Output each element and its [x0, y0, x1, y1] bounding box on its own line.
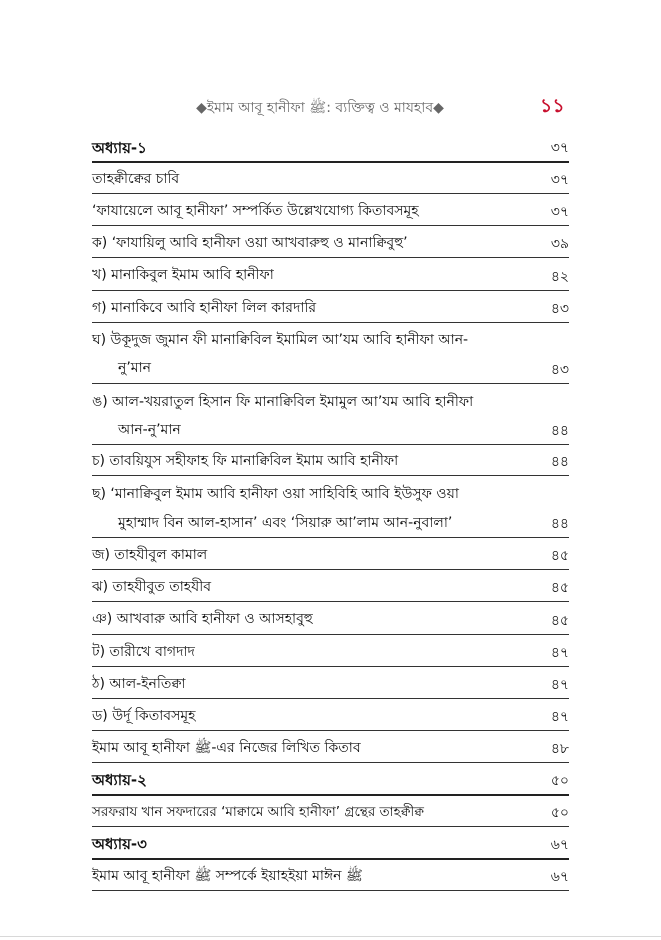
toc-entry-page: ৪৫: [550, 548, 569, 564]
toc-entry: [92, 476, 569, 538]
toc-entry-page: ৪৩: [550, 301, 569, 317]
page-number: ১১: [540, 95, 565, 117]
toc-entry-page: ৩৭: [550, 204, 569, 220]
toc-entry-text: ছ) ‘মানাক্বিবুল ইমাম আবি হানীফা ওয়া সাহিবিহি আবি ইউসুফ ওয়া: [92, 486, 459, 502]
toc-entry-text: জ) তাহযীবুল কামাল: [92, 547, 208, 563]
toc-entry: [92, 226, 569, 258]
toc-entry-text: খ) মানাকিবুল ইমাম আবি হানীফা: [92, 267, 274, 283]
toc-entry: [92, 796, 569, 827]
toc-entry-text: ইমাম আবূ হানীফা ﷺ-এর নিজের লিখিত কিতাব: [92, 740, 361, 756]
toc-entry-text: চ) তাবয়িযুস সহীফাহ ফি মানাক্বিবিল ইমাম আবি হানীফা: [92, 453, 399, 469]
toc-entry-text: ঙ) আল-খয়রাতুল হিসান ফি মানাক্বিবিল ইমামুল আ’যম আবি হানীফা: [92, 394, 474, 410]
toc-chapter-heading: [92, 763, 569, 796]
toc-entry: [92, 323, 569, 384]
toc-entry: [92, 163, 569, 194]
toc-entry-text-continued: মুহাম্মাদ বিন আল-হাসান’ এবং ‘সিয়ারু আ’লাম আন-নুবালা’: [118, 515, 453, 531]
toc-entry-page: ৪৫: [550, 580, 569, 596]
toc-entry-text: তাহক্বীক্বের চাবি: [92, 171, 180, 187]
toc-entry-page: ৬৭: [550, 837, 569, 853]
toc-entry-text: অধ্যায়-৩: [92, 835, 147, 853]
toc-entry-text-continued: আন-নু’মান: [118, 422, 181, 438]
toc-entry-text-continued: নু’মান: [118, 360, 151, 376]
toc-entry-text: ঝ) তাহযীবুত তাহযীব: [92, 579, 212, 595]
toc-entry-text: ইমাম আবূ হানীফা ﷺ সম্পর্কে ইয়াহইয়া মাঈন ﷺ: [92, 868, 363, 884]
toc-entry: [92, 258, 569, 291]
running-header: [0, 92, 661, 118]
toc-entry-page: ৪২: [550, 269, 569, 285]
toc-entry-page: ৪৭: [550, 645, 569, 661]
toc-entry: [92, 194, 569, 226]
toc-entry-text: সরফরায খান সফদারের ‘মাক্বামে আবি হানীফা’ গ্রন্থের তাহক্বীক্ব: [92, 804, 424, 820]
toc-entry: [92, 667, 569, 699]
toc-entry-text: ঞ) আখবারু আবি হানীফা ও আসহাবুহু: [92, 611, 313, 627]
toc-entry-text: ড) উর্দূ কিতাবসমূহ: [92, 708, 196, 724]
toc-chapter-heading: [92, 827, 569, 860]
toc-entry-page: ৫০: [550, 805, 569, 821]
toc-entry: [92, 860, 569, 891]
table-of-contents: [92, 136, 569, 891]
toc-entry-page: ৪৪: [550, 516, 569, 532]
toc-entry: [92, 538, 569, 570]
toc-entry-text: ট) তারীখে বাগদাদ: [92, 644, 195, 660]
toc-entry-text: অধ্যায়-২: [92, 771, 147, 789]
toc-entry-text: ‘ফাযায়েলে আবূ হানীফা’ সম্পর্কিত উল্লেখযোগ্য কিতাবসমূহ: [92, 203, 419, 219]
toc-entry-page: ৪৪: [550, 454, 569, 470]
toc-entry-page: ৪৮: [550, 741, 569, 757]
page-bottom-edge: [0, 936, 661, 937]
toc-entry-page: ৩৭: [550, 140, 569, 156]
toc-entry: [92, 291, 569, 323]
toc-entry-text: ঘ) উকূদুজ জুমান ফী মানাক্বিবিল ইমামিল আ’যম আবি হানীফা আন-: [92, 332, 469, 348]
toc-entry-page: ৩৭: [550, 172, 569, 188]
toc-entry-page: ৪৭: [550, 677, 569, 693]
toc-entry: [92, 731, 569, 763]
toc-entry-page: ৩৯: [550, 236, 569, 252]
toc-entry-page: ৪৩: [550, 362, 569, 378]
toc-entry: [92, 602, 569, 635]
toc-entry-page: ৪৫: [550, 613, 569, 629]
toc-entry-text: গ) মানাকিবে আবি হানীফা লিল কারদারি: [92, 300, 317, 316]
toc-entry-page: ৫০: [550, 773, 569, 789]
toc-entry: [92, 445, 569, 476]
running-header-title: ◆ইমাম আবূ হানীফা ﷺ: ব্যক্তিত্ব ও মাযহাব◆: [196, 100, 444, 116]
toc-entry-page: ৪৪: [550, 423, 569, 439]
toc-entry-text: ক) ‘ফাযায়িলু আবি হানীফা ওয়া আখবারুহু ও মানাক্বিবুহু’: [92, 235, 408, 251]
toc-chapter-heading: [92, 136, 569, 163]
toc-entry-page: ৬৭: [550, 869, 569, 885]
toc-entry: [92, 384, 569, 445]
toc-entry: [92, 699, 569, 731]
toc-entry: [92, 570, 569, 602]
toc-entry-text: ঠ) আল-ইনতিক্বা: [92, 676, 186, 692]
toc-entry-page: ৪৭: [550, 709, 569, 725]
toc-entry-text: অধ্যায়-১: [92, 139, 147, 157]
toc-entry: [92, 635, 569, 667]
